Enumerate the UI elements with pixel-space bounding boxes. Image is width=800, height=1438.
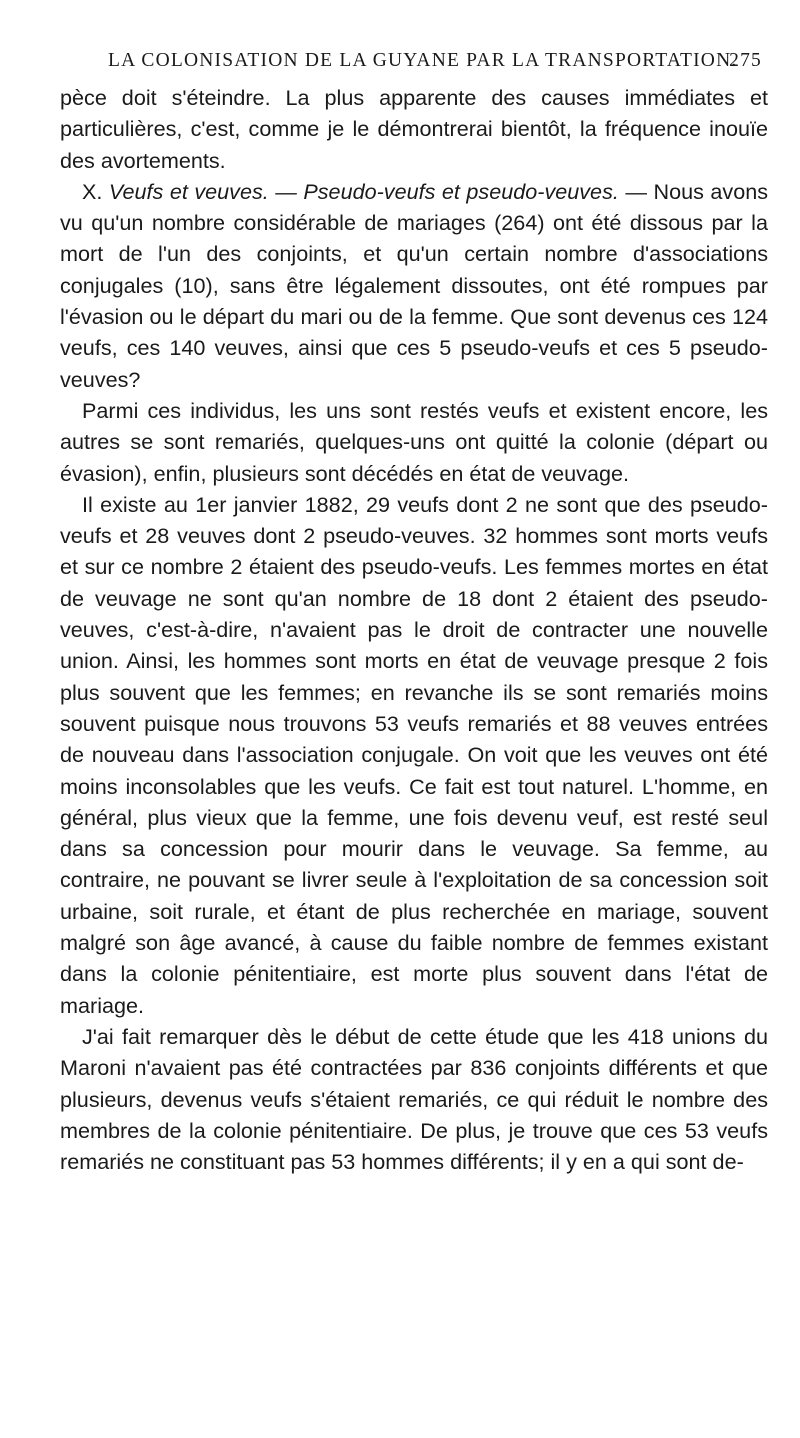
paragraph-1: pèce doit s'éteindre. La plus apparente des causes immédiates et particulières, c'est, comme je le démontrerai bientôt, la fréquence inouïe des avortements. — [60, 85, 768, 173]
paragraph-4: Il existe au 1er janvier 1882, 29 veufs dont 2 ne sont que des pseudo-veufs et 28 veuves dont 2 pseudo-veuves. 32 hommes sont morts veufs et sur ce nombre 2 étaient des pseudo-veufs. Les femmes mortes en état de veuvage ne sont qu'an nombre de 18 dont 2 étaient des pseudo-veuves, c'est-à-dire, n'avaient pas le droit de contracter une nouvelle union. Ainsi, les hommes sont morts en état de veuvage presque 2 fois plus souvent que les femmes; en revanche ils se sont remariés moins souvent puisque nous trouvons 53 veufs remariés et 88 veuves entrées de nouveau dans l'association conjugale. On voit que les veuves ont été moins inconsolables que les veufs. Ce fait est tout naturel. L'homme, en général, plus vieux que la femme, une fois devenu veuf, est resté seul dans sa concession pour mourir dans le veuvage. Sa femme, au contraire, ne pouvant se livrer seule à l'exploitation de sa concession soit urbaine, soit rurale, et étant de plus recherchée en mariage, souvent malgré son âge avancé, à cause du faible nombre de femmes existant dans la colonie pénitentiaire, est morte plus souvent dans l'état de mariage. — [60, 491, 768, 1018]
book-page — [60, 36, 768, 1177]
running-header — [60, 36, 768, 76]
section-number: X. — [82, 178, 109, 204]
paragraph-3: Parmi ces individus, les uns sont restés veufs et existent encore, les autres se sont remariés, quelques-uns ont quitté la colonie (départ ou évasion), enfin, plusieurs sont décédés en état de veuvage. — [60, 397, 768, 486]
paragraph-2 — [60, 176, 768, 395]
running-title: LA COLONISATION DE LA GUYANE PAR LA TRANSPORTATION. — [108, 50, 738, 71]
paragraph-5: J'ai fait remarquer dès le début de cette étude que les 418 unions du Maroni n'avaient pas été contractées par 836 conjoints différents et que plusieurs, devenus veufs s'étaient remariés, ce qui réduit le nombre des membres de la colonie pénitentiaire. De plus, je trouve que ces 53 veufs remariés ne constituant pas 53 hommes différents; il y en a qui sont de- — [60, 1023, 768, 1175]
page-number: 275 — [729, 50, 762, 71]
body-text — [60, 82, 768, 1177]
section-heading: Veufs et veuves. — Pseudo-veufs et pseudo-veuves. — [108, 178, 619, 204]
paragraph-2-body: — Nous avons vu qu'un nombre considérable de mariages (264) ont été dissous par la mort de l'un des conjoints, et qu'un certain nombre d'associations conjugales (10), sans être légalement dissoutes, ont été rompues par l'évasion ou le départ du mari ou de la femme. Que sont devenus ces 124 veufs, ces 140 veuves, ainsi que ces 5 pseudo-veufs et ces 5 pseudo-veuves? — [60, 178, 769, 392]
